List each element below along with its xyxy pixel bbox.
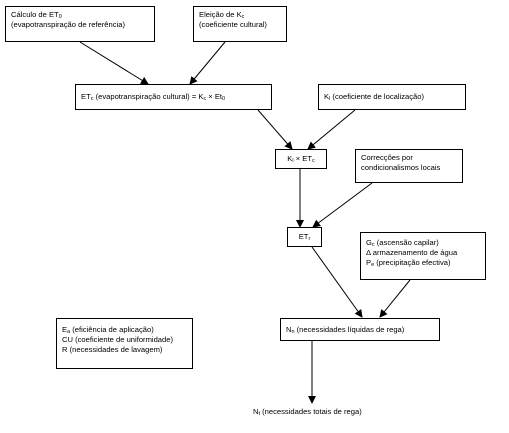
corrections-line1: Correcções por <box>361 153 413 162</box>
kl-times-etc-box: $K_l \times ET_c$ <box>275 149 327 169</box>
etc-box: $ET_c$ (evapotranspiração cultural) = $K_c \times Et_0$ <box>75 84 272 110</box>
leaching-line: R (necessidades de lavagem) <box>62 345 163 354</box>
kc-selection-box: Eleição de $K_c$ (coeficiente cultural) <box>193 6 287 42</box>
total-requirements-label: $N_t$ (necessidades totais de rega) <box>253 407 362 417</box>
arrow-kl-to-kletc <box>308 110 355 149</box>
eto-description: (evapotranspiração de referência) <box>11 20 125 29</box>
water-storage-line: Δ armazenamento de água <box>366 248 458 257</box>
kc-title: Eleição de K <box>199 10 242 19</box>
arrow-corr-to-etr <box>313 183 372 227</box>
application-efficiency-box: $E_a$ (eficiência de aplicação) CU (coeficiente de uniformidade) R (necessidades de lavagem) <box>56 318 193 369</box>
etr-box: $ET_r$ <box>287 227 322 247</box>
kl-box: $K_l$ (coeficiente de localização) <box>318 84 466 110</box>
arrow-gc-to-nn <box>380 280 410 317</box>
arrow-etr-to-nn <box>312 247 362 317</box>
arrow-eto-to-etc <box>80 42 148 84</box>
local-corrections-box <box>355 149 463 183</box>
net-requirements-box: $N_n$ (necessidades líquidas de rega) <box>280 318 440 341</box>
uniformity-line: CU (coeficiente de uniformidade) <box>62 335 174 344</box>
corrections-line2: condicionalismos locais <box>361 163 441 172</box>
kc-description: (coeficiente cultural) <box>199 20 267 29</box>
arrow-kc-to-etc <box>190 42 225 84</box>
arrow-etc-to-kletc <box>258 110 292 149</box>
eto-title: Cálculo de ET <box>11 10 59 19</box>
water-inputs-box: $G_c$ (ascensão capilar) Δ armazenamento de água $P_e$ (precipitação efectiva) <box>360 232 486 280</box>
eto-calculation-box: Cálculo de $ET_0$ (evapotranspiração de referência) <box>5 6 155 42</box>
